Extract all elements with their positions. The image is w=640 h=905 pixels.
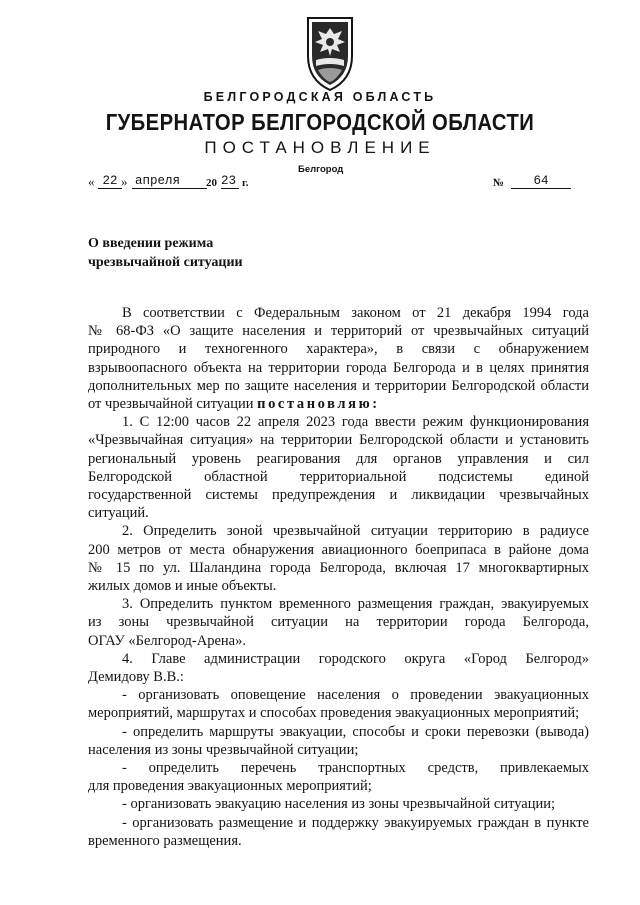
text-line: государственной системы предупреждения и ликвидации чрезвычайных (88, 487, 589, 504)
date-century: 20 (206, 177, 217, 189)
text-line: - организовать размещение и поддержку эвакуируемых граждан в пункте (122, 814, 589, 831)
date-day: 22 (98, 174, 122, 189)
text-line: населения из зоны чрезвычайной ситуации; (88, 741, 359, 758)
text-line: временного размещения. (88, 832, 242, 849)
doc-number: 64 (511, 174, 571, 189)
text-line: дополнительных мер по защите населения и территории Белгородской области (88, 377, 589, 394)
date-year-suffix: г. (242, 177, 249, 189)
document-type: ПОСТАНОВЛЕНИЕ (204, 138, 436, 157)
text-line: взрывоопасного объекта на территории города Белгорода и в целях принятия (88, 359, 589, 376)
text-line: 3. Определить пунктом временного размещения граждан, эвакуируемых (122, 596, 589, 613)
text-line: 1. С 12:00 часов 22 апреля 2023 года ввести режим функционирования (122, 414, 589, 431)
text-line: - организовать эвакуацию населения из зоны чрезвычайной ситуации; (122, 796, 556, 813)
document-subject (88, 235, 243, 272)
document-body (88, 304, 589, 850)
text-line: от чрезвычайной ситуации (88, 396, 254, 413)
date-year: 23 (221, 174, 239, 189)
governor-title: ГУБЕРНАТОР БЕЛГОРОДСКОЙ ОБЛАСТИ (105, 109, 535, 135)
text-line: 200 метров от места обнаружения авиационного боеприпаса в районе дома (88, 541, 589, 558)
text-line: жилых домов и иные объекты. (88, 578, 277, 595)
text-line: «Чрезвычайная ситуация» на территории Белгородской области и установить (88, 432, 589, 449)
text-line: № 15 по ул. Шаландина города Белгорода, включая 17 многоквартирных (88, 559, 589, 576)
decree-word: постановляю: (257, 396, 380, 413)
text-line: для проведения эвакуационных мероприятий; (88, 778, 372, 795)
text-line: - определить перечень транспортных средств, привлекаемых (122, 760, 589, 777)
text-line: мероприятий, маршрутах и способах проведения эвакуационных мероприятий; (88, 705, 580, 722)
text-line: Белгородской областной территориальной подсистемы единой (88, 468, 589, 485)
text-line: Демидову В.В.: (88, 669, 184, 686)
text-line: из зоны чрезвычайной ситуации на территории города Белгорода, (88, 614, 589, 631)
text-line: ситуаций. (88, 505, 149, 522)
region-title: БЕЛГОРОДСКАЯ ОБЛАСТЬ (203, 90, 437, 104)
decree-line (88, 395, 589, 413)
date-close-quote: » (121, 174, 128, 189)
text-line: В соответствии с Федеральным законом от 21 декабря 1994 года (122, 305, 589, 321)
text-line: природного и техногенного характера», в связи с обнаружением (88, 341, 589, 358)
text-line: 2. Определить зоной чрезвычайной ситуации территорию в радиусе (122, 523, 589, 540)
city-label: Белгород (298, 164, 344, 175)
text-line: ОГАУ «Белгород-Арена». (88, 632, 246, 649)
coat-of-arms-emblem (298, 12, 362, 94)
subject-line: чрезвычайной ситуации (88, 254, 243, 270)
text-line: № 68-ФЗ «О защите населения и территорий от чрезвычайных ситуаций (88, 323, 589, 340)
text-line: - определить маршруты эвакуации, способы и сроки перевозки (вывода) (122, 723, 589, 740)
date-open-quote: « (88, 174, 95, 189)
text-line: - организовать оповещение населения о проведении эвакуационных (122, 687, 589, 704)
date-month: апреля (132, 174, 207, 189)
subject-line: О введении режима (88, 236, 214, 251)
text-line: 4. Главе администрации городского округа «Город Белгород» (122, 650, 589, 667)
text-line: региональный уровень реагирования для органов управления и сил (88, 450, 589, 467)
doc-number-label: № (493, 177, 505, 189)
